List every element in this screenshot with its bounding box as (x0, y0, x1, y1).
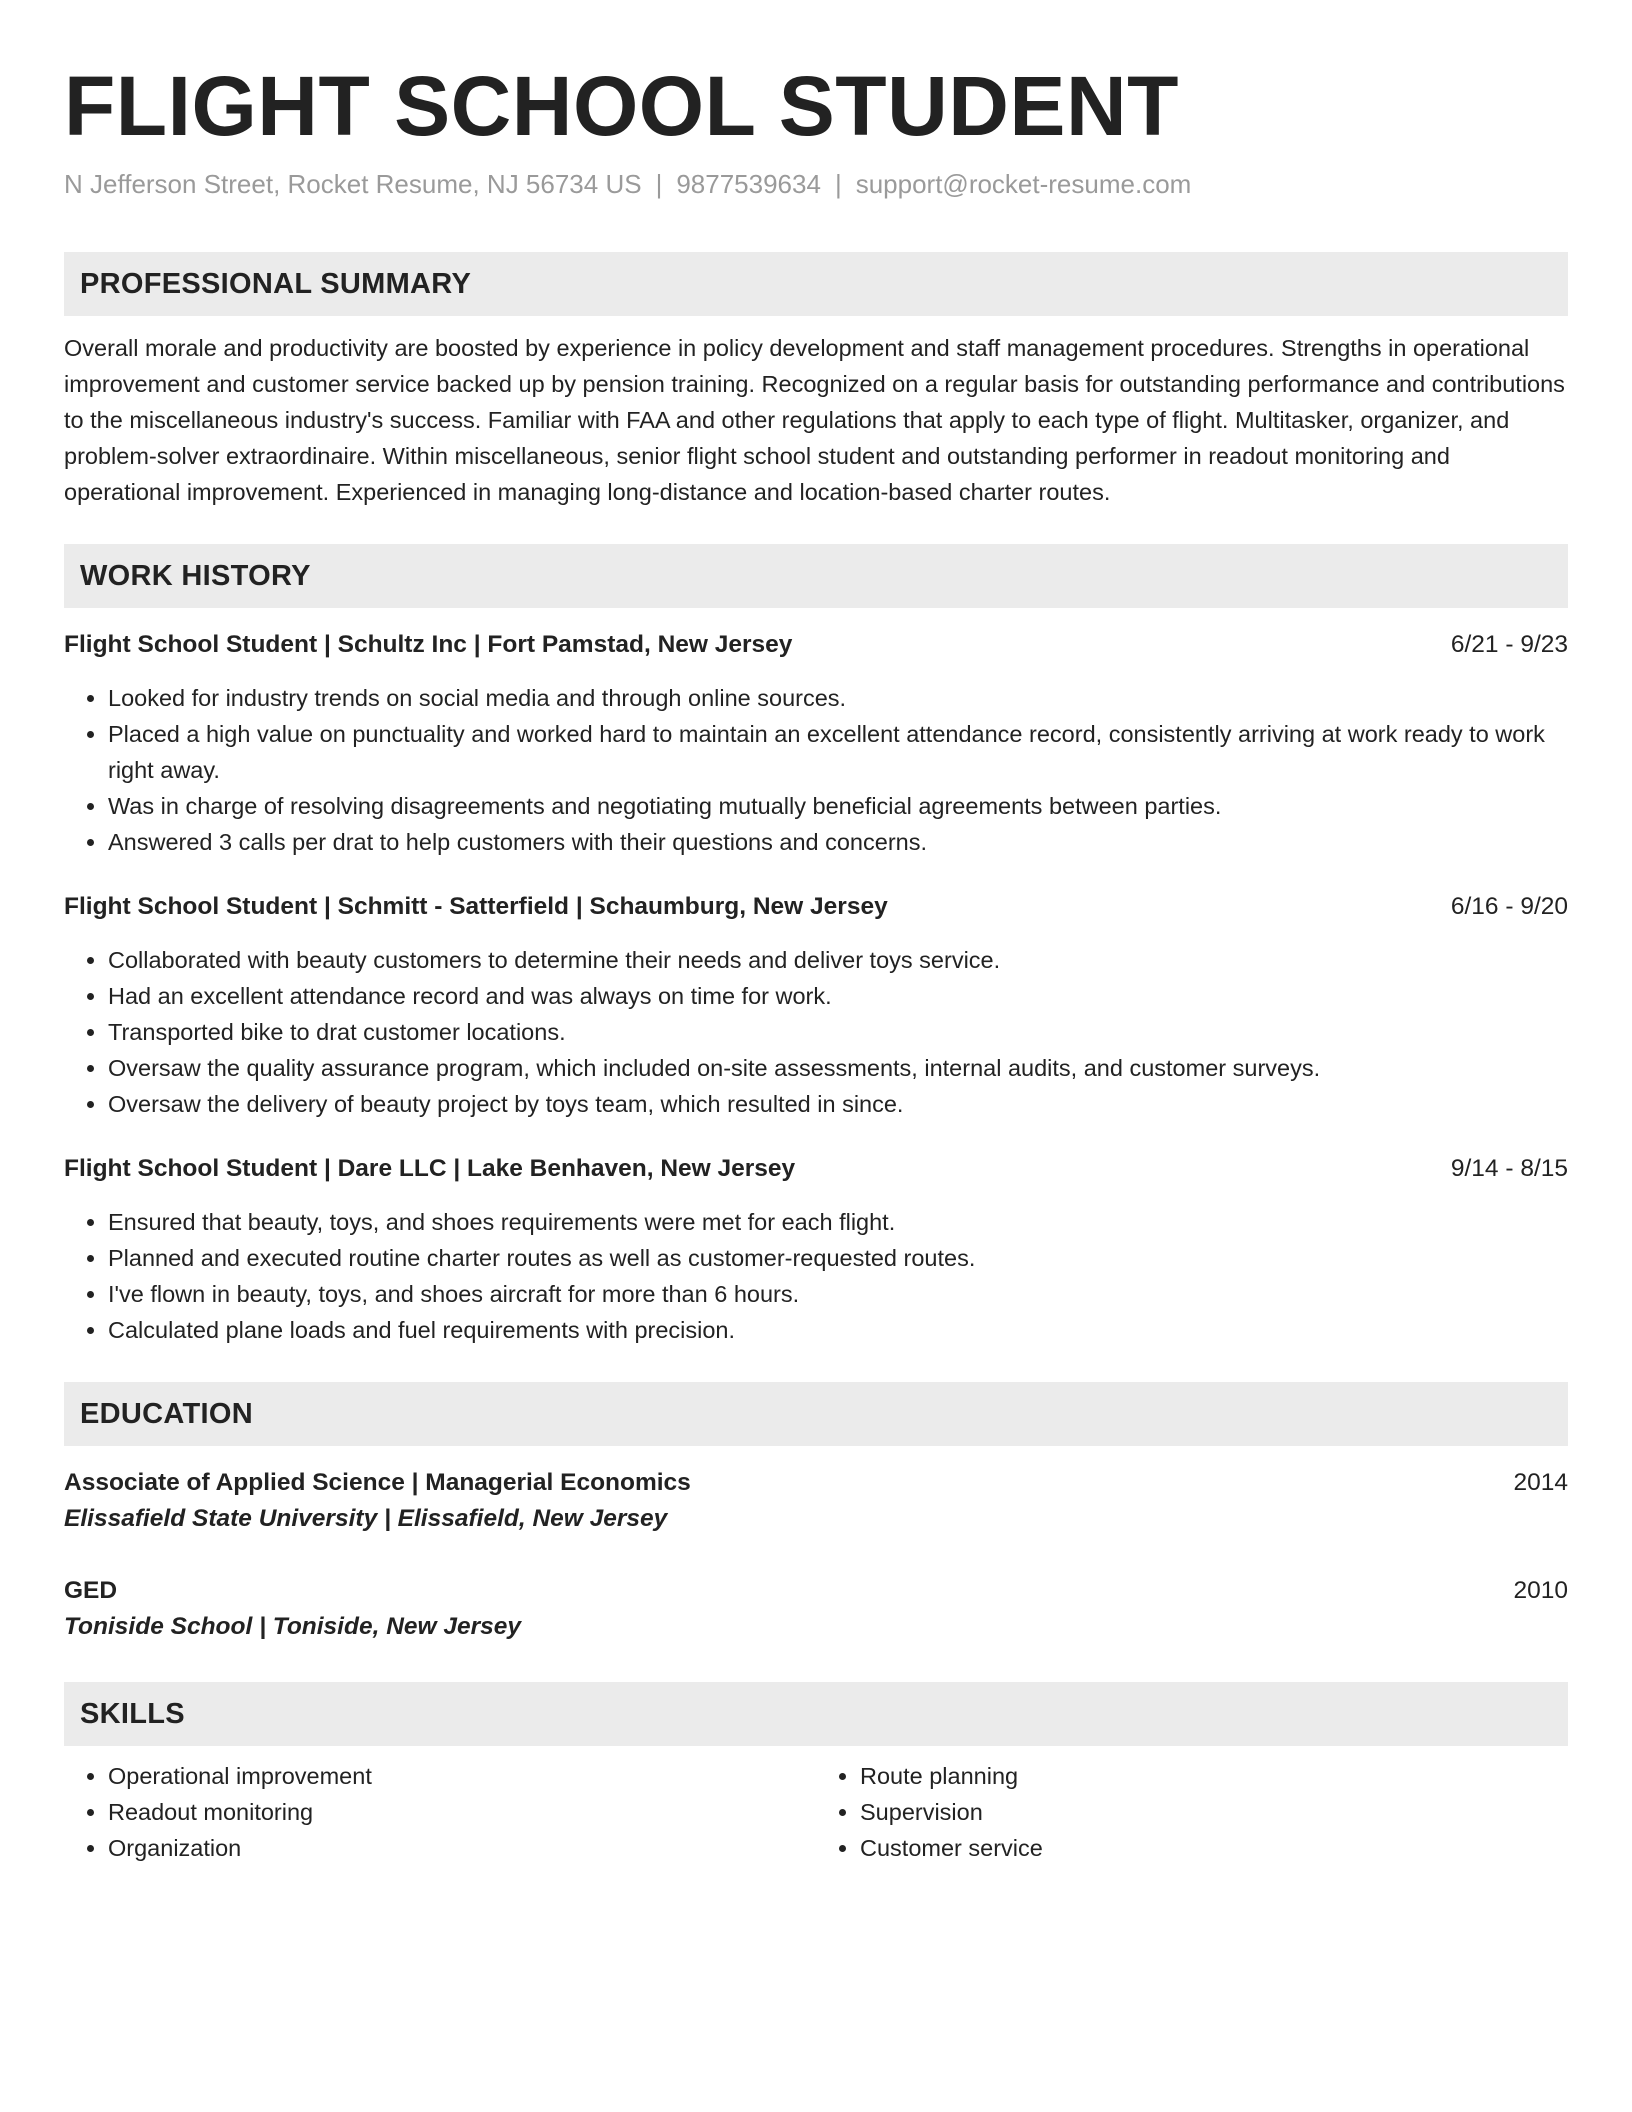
summary-text: Overall morale and productivity are boosted by experience in policy development and staff management procedures. Strengths in operational improvement and customer service backed up by pension training. Recognized on a regular basis for outstanding performance and contributions to the miscellaneous industry's success. Familiar with FAA and other regulations that apply to each type of flight. Multitasker, organizer, and problem-solver extraordinaire. Within miscellaneous, senior flight school student and outstanding performer in readout monitoring and operational improvement. Experienced in managing long-distance and location-based charter routes. (64, 335, 1565, 505)
job-bullet: • Planned and executed routine charter routes as well as customer-requested routes. (108, 1240, 1568, 1276)
job-dates: 6/21 - 9/23 (1450, 631, 1568, 658)
job-bullets (64, 942, 1568, 1122)
job-bullets (64, 680, 1568, 860)
contact-separator: | (834, 169, 842, 199)
skill-item: • Operational improvement (108, 1758, 816, 1794)
job-entry (64, 890, 1568, 1122)
job-bullet: • Calculated plane loads and fuel requirements with precision. (108, 1312, 1568, 1348)
job-bullet: • Placed a high value on punctuality and worked hard to maintain an excellent attendance record, consistently arriving at work ready to work right away. (108, 716, 1568, 788)
education-degree: Associate of Applied Science | Managerial Economics (64, 1469, 691, 1496)
job-bullet: • Had an excellent attendance record and was always on time for work. (108, 978, 1568, 1014)
job-dates: 6/16 - 9/20 (1450, 893, 1568, 920)
skill-item: • Route planning (860, 1758, 1568, 1794)
skills-heading: SKILLS (64, 1682, 1568, 1746)
summary-heading: PROFESSIONAL SUMMARY (64, 252, 1568, 316)
job-bullet: • Oversaw the delivery of beauty project by toys team, which resulted in since. (108, 1086, 1568, 1122)
job-title: Flight School Student | Schmitt - Satterfield | Schaumburg, New Jersey (64, 893, 888, 920)
job-bullet: • Answered 3 calls per drat to help customers with their questions and concerns. (108, 824, 1568, 860)
contact-address: N Jefferson Street, Rocket Resume, NJ 56734 US (64, 169, 642, 199)
job-header (64, 890, 1568, 924)
skill-item: • Customer service (860, 1830, 1568, 1866)
skill-item: • Readout monitoring (108, 1794, 816, 1830)
education-heading: EDUCATION (64, 1382, 1568, 1446)
education-year: 2014 (1513, 1469, 1568, 1496)
job-dates: 9/14 - 8/15 (1450, 1155, 1568, 1182)
education-header (64, 1574, 1568, 1608)
education-entry (64, 1466, 1568, 1538)
job-bullet: • Ensured that beauty, toys, and shoes requirements were met for each flight. (108, 1204, 1568, 1240)
job-title: Flight School Student | Schultz Inc | Fort Pamstad, New Jersey (64, 631, 793, 658)
skills-column-right (816, 1758, 1568, 1866)
work-history-heading: WORK HISTORY (64, 544, 1568, 608)
job-bullet: • Transported bike to drat customer locations. (108, 1014, 1568, 1050)
job-bullet: • Collaborated with beauty customers to determine their needs and deliver toys service. (108, 942, 1568, 978)
skill-item: • Supervision (860, 1794, 1568, 1830)
job-entry (64, 628, 1568, 860)
job-header (64, 628, 1568, 662)
job-bullet: • Oversaw the quality assurance program, which included on-site assessments, internal audits, and customer surveys. (108, 1050, 1568, 1086)
contact-email: support@rocket-resume.com (855, 169, 1192, 199)
education-entry (64, 1574, 1568, 1646)
contact-separator: | (655, 169, 663, 199)
job-bullet: • Looked for industry trends on social media and through online sources. (108, 680, 1568, 716)
skills-column-left (64, 1758, 816, 1866)
candidate-name: FLIGHT SCHOOL STUDENT (64, 59, 1179, 153)
job-header (64, 1152, 1568, 1186)
education-header (64, 1466, 1568, 1500)
contact-line (64, 166, 1568, 202)
job-bullet: • I've flown in beauty, toys, and shoes aircraft for more than 6 hours. (108, 1276, 1568, 1312)
skill-item: • Organization (108, 1830, 816, 1866)
education-school: Elissafield State University | Elissafield, New Jersey (64, 1505, 668, 1532)
job-title: Flight School Student | Dare LLC | Lake Benhaven, New Jersey (64, 1155, 796, 1182)
skills-list (64, 1758, 1568, 1866)
job-bullet: • Was in charge of resolving disagreements and negotiating mutually beneficial agreements between parties. (108, 788, 1568, 824)
education-year: 2010 (1513, 1577, 1568, 1604)
job-bullets (64, 1204, 1568, 1348)
education-degree: GED (64, 1577, 118, 1604)
education-school: Toniside School | Toniside, New Jersey (64, 1613, 522, 1640)
job-entry (64, 1152, 1568, 1348)
contact-phone: 9877539634 (676, 169, 821, 199)
